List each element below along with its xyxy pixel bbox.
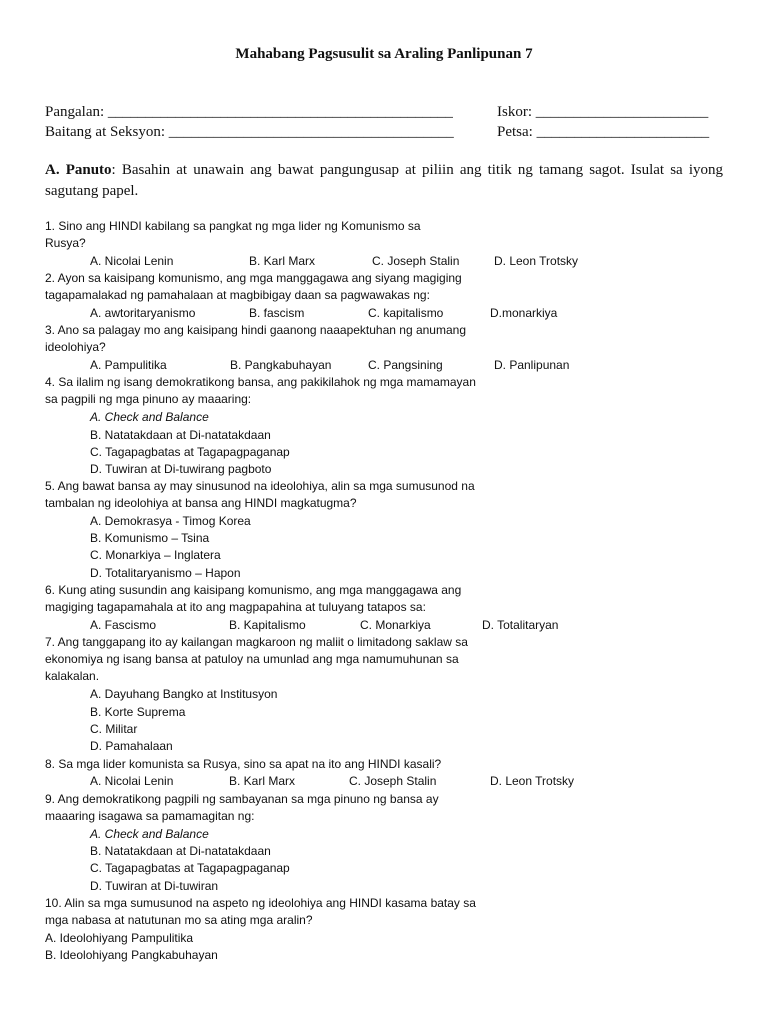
q10-option-a: A. Ideolohiyang Pampulitika	[45, 931, 194, 945]
q8-option-d: D. Leon Trotsky	[490, 774, 575, 788]
question-1: 1. Sino ang HINDI kabilang sa pangkat ng mga lider ng Komunismo sa Rusya?	[45, 219, 421, 250]
score-field-line: Iskor: _______________________	[497, 104, 709, 120]
q4-option-d: D. Tuwiran at Di-tuwirang pagboto	[90, 462, 272, 476]
instructions-label: A. Panuto	[45, 162, 112, 178]
question-10: 10. Alin sa mga sumusunod na aspeto ng ideolohiya ang HINDI kasama batay sa mga nabasa at natutunan mo sa ating mga aralin?	[45, 896, 476, 927]
q9-option-c: C. Tagapagbatas at Tagapagpaganap	[90, 861, 290, 875]
q1-option-b: B. Karl Marx	[249, 254, 316, 268]
q5-option-d: D. Totalitaryanismo – Hapon	[90, 566, 241, 580]
q3-option-d: D. Panlipunan	[494, 358, 570, 372]
q7-option-c: C. Militar	[90, 722, 138, 736]
date-field-line: Petsa: _______________________	[497, 124, 710, 140]
page-title: Mahabang Pagsusulit sa Araling Panlipunan 7	[235, 46, 533, 62]
question-8: 8. Sa mga lider komunista sa Rusya, sino sa apat na ito ang HINDI kasali?	[45, 757, 442, 771]
instructions	[45, 160, 723, 202]
question-3: 3. Ano sa palagay mo ang kaisipang hindi gaanong naaapektuhan ng anumang ideolohiya?	[45, 323, 467, 354]
q3-option-a: A. Pampulitika	[90, 358, 167, 372]
question-6: 6. Kung ating susundin ang kaisipang komunismo, ang mga manggagawa ang magiging tagapamahala at ito ang magpapahina at tuluyang tatapos sa:	[45, 583, 462, 614]
q6-option-d: D. Totalitaryan	[482, 618, 559, 632]
q6-option-a: A. Fascismo	[90, 618, 157, 632]
question-9: 9. Ang demokratikong pagpili ng sambayanan sa mga pinuno ng bansa ay maaaring isagawa sa pamamagitan ng:	[45, 792, 439, 823]
q1-option-c: C. Joseph Stalin	[372, 254, 460, 268]
q2-option-a: A. awtoritaryanismo	[90, 306, 196, 320]
q7-option-d: D. Pamahalaan	[90, 739, 173, 753]
instructions-text: : Basahin at unawain ang bawat pangungusap at piliin ang titik ng tamang sagot. Isulat sa iyong sagutang papel.	[45, 162, 723, 199]
q3-option-c: C. Pangsining	[368, 358, 443, 372]
q9-option-d: D. Tuwiran at Di-tuwiran	[90, 879, 219, 893]
q5-option-c: C. Monarkiya – Inglatera	[90, 548, 221, 562]
q10-option-b: B. Ideolohiyang Pangkabuhayan	[45, 948, 218, 962]
q2-option-c: C. kapitalismo	[368, 306, 444, 320]
q3-option-b: B. Pangkabuhayan	[230, 358, 332, 372]
q2-option-d: D.monarkiya	[490, 306, 558, 320]
question-5: 5. Ang bawat bansa ay may sinusunod na ideolohiya, alin sa mga sumusunod na tambalan ng ideolohiya at bansa ang HINDI magkatugma?	[45, 479, 475, 510]
q7-option-a: A. Dayuhang Bangko at Institusyon	[90, 687, 278, 701]
question-2: 2. Ayon sa kaisipang komunismo, ang mga manggagawa ang siyang magiging tagapamalakad ng pamahalaan at magbibigay daan sa pagwawakas ng:	[45, 271, 462, 302]
q4-option-a: A. Check and Balance	[90, 410, 209, 424]
question-7: 7. Ang tanggapang ito ay kailangan magkaroon ng maliit o limitadong saklaw sa ekonomiya ng isang bansa at patuloy na umunlad ang mga namumuhunan sa kalakalan.	[45, 635, 468, 683]
q1-option-d: D. Leon Trotsky	[494, 254, 579, 268]
q1-option-a: A. Nicolai Lenin	[90, 254, 174, 268]
question-4: 4. Sa ilalim ng isang demokratikong bansa, ang pakikilahok ng mga mamamayan sa pagpili ng mga pinuno ay maaaring:	[45, 375, 476, 406]
q8-option-c: C. Joseph Stalin	[349, 774, 437, 788]
q8-option-b: B. Karl Marx	[229, 774, 296, 788]
q8-option-a: A. Nicolai Lenin	[90, 774, 174, 788]
name-field-line: Pangalan: ______________________________________________	[45, 104, 453, 120]
q6-option-b: B. Kapitalismo	[229, 618, 306, 632]
q4-option-b: B. Natatakdaan at Di-natatakdaan	[90, 428, 271, 442]
q2-option-b: B. fascism	[249, 306, 305, 320]
grade-section-field-line: Baitang at Seksyon: ______________________________________	[45, 124, 454, 140]
q4-option-c: C. Tagapagbatas at Tagapagpaganap	[90, 445, 290, 459]
q9-option-b: B. Natatakdaan at Di-natatakdaan	[90, 844, 271, 858]
q5-option-b: B. Komunismo – Tsina	[90, 531, 210, 545]
q6-option-c: C. Monarkiya	[360, 618, 431, 632]
q9-option-a: A. Check and Balance	[90, 827, 209, 841]
q7-option-b: B. Korte Suprema	[90, 705, 186, 719]
q5-option-a: A. Demokrasya - Timog Korea	[90, 514, 251, 528]
